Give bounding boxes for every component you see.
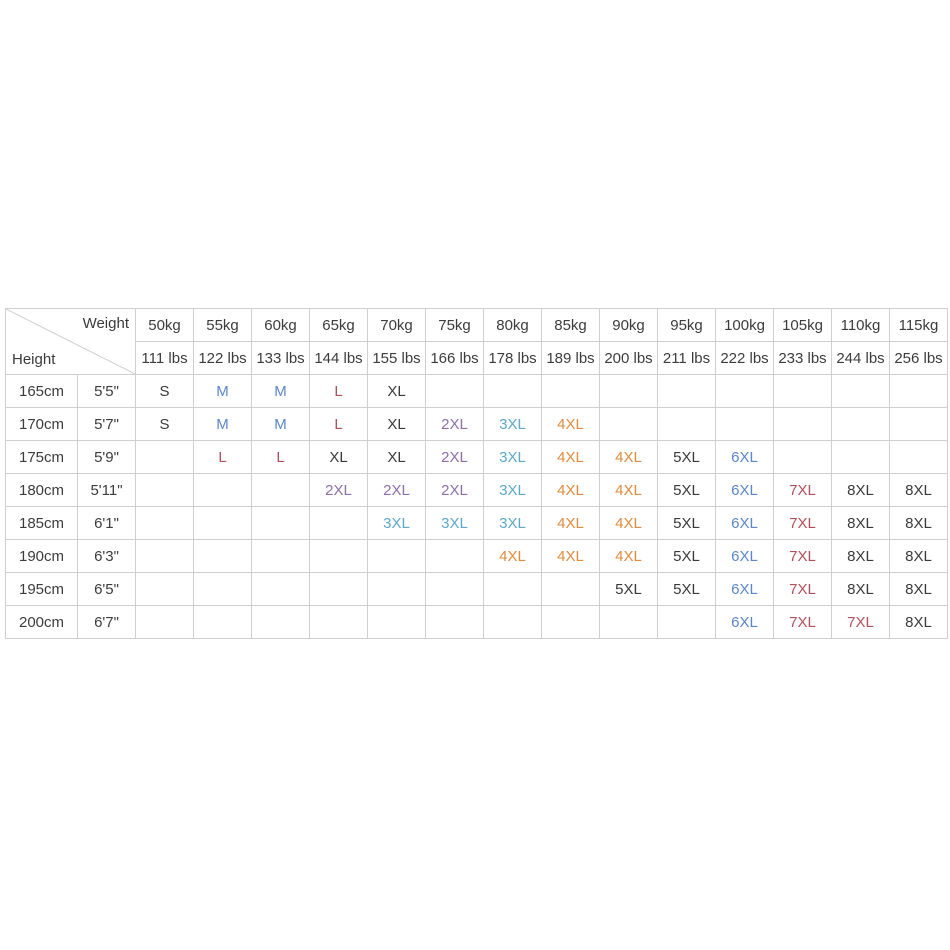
row-header-ft: 5'9"	[78, 441, 136, 474]
size-cell: 2XL	[426, 441, 484, 474]
size-cell-empty	[310, 507, 368, 540]
table-row	[6, 474, 948, 507]
size-cell: 8XL	[890, 474, 948, 507]
column-header-lbs: 233 lbs	[774, 342, 832, 375]
size-cell-empty	[310, 540, 368, 573]
size-cell: 8XL	[832, 507, 890, 540]
size-cell: 3XL	[484, 441, 542, 474]
size-cell: L	[310, 375, 368, 408]
column-header-kg: 110kg	[832, 309, 890, 342]
size-cell-empty	[658, 375, 716, 408]
size-cell-empty	[136, 573, 194, 606]
column-header-lbs: 189 lbs	[542, 342, 600, 375]
size-cell: L	[310, 408, 368, 441]
size-cell-empty	[600, 408, 658, 441]
size-cell: 2XL	[426, 408, 484, 441]
size-cell-empty	[194, 474, 252, 507]
size-cell: 5XL	[658, 573, 716, 606]
size-cell: 3XL	[426, 507, 484, 540]
size-cell-empty	[832, 408, 890, 441]
row-header-ft: 5'5"	[78, 375, 136, 408]
size-cell-empty	[368, 606, 426, 639]
column-header-lbs: 166 lbs	[426, 342, 484, 375]
row-header-ft: 5'11"	[78, 474, 136, 507]
size-cell: 8XL	[832, 540, 890, 573]
column-header-lbs: 155 lbs	[368, 342, 426, 375]
size-cell: M	[252, 408, 310, 441]
size-chart-table	[5, 308, 948, 639]
size-cell: L	[252, 441, 310, 474]
size-cell: 7XL	[832, 606, 890, 639]
column-header-kg: 100kg	[716, 309, 774, 342]
size-cell-empty	[252, 540, 310, 573]
size-cell: M	[194, 375, 252, 408]
size-cell-empty	[426, 540, 484, 573]
table-row	[6, 375, 948, 408]
size-cell: 4XL	[600, 507, 658, 540]
size-cell-empty	[658, 606, 716, 639]
row-header-cm: 185cm	[6, 507, 78, 540]
corner-axis-cell	[6, 309, 136, 375]
size-cell-empty	[310, 573, 368, 606]
row-header-cm: 190cm	[6, 540, 78, 573]
table-row	[6, 507, 948, 540]
column-header-kg: 60kg	[252, 309, 310, 342]
size-cell: 6XL	[716, 606, 774, 639]
row-header-ft: 6'7"	[78, 606, 136, 639]
row-header-ft: 5'7"	[78, 408, 136, 441]
column-header-lbs: 133 lbs	[252, 342, 310, 375]
size-cell: 4XL	[600, 441, 658, 474]
column-header-lbs: 200 lbs	[600, 342, 658, 375]
column-header-kg: 50kg	[136, 309, 194, 342]
size-cell-empty	[136, 441, 194, 474]
size-cell-empty	[774, 375, 832, 408]
row-header-cm: 200cm	[6, 606, 78, 639]
column-header-kg: 85kg	[542, 309, 600, 342]
size-cell: 2XL	[368, 474, 426, 507]
size-cell-empty	[426, 375, 484, 408]
size-cell: S	[136, 375, 194, 408]
row-header-ft: 6'5"	[78, 573, 136, 606]
row-header-cm: 175cm	[6, 441, 78, 474]
size-cell-empty	[774, 441, 832, 474]
size-cell: 5XL	[600, 573, 658, 606]
size-cell-empty	[426, 606, 484, 639]
column-header-kg: 105kg	[774, 309, 832, 342]
row-header-ft: 6'3"	[78, 540, 136, 573]
size-cell: 4XL	[542, 474, 600, 507]
column-header-lbs: 144 lbs	[310, 342, 368, 375]
size-cell: S	[136, 408, 194, 441]
row-header-ft: 6'1"	[78, 507, 136, 540]
size-cell: 8XL	[832, 474, 890, 507]
table-row	[6, 408, 948, 441]
size-cell: 6XL	[716, 441, 774, 474]
size-cell: 5XL	[658, 441, 716, 474]
table-row	[6, 540, 948, 573]
row-header-cm: 165cm	[6, 375, 78, 408]
size-cell: M	[194, 408, 252, 441]
table-header-row-lbs	[6, 342, 948, 375]
size-cell: XL	[368, 375, 426, 408]
size-cell: 5XL	[658, 540, 716, 573]
table-header-row-kg	[6, 309, 948, 342]
size-cell: 4XL	[542, 441, 600, 474]
size-cell: 8XL	[890, 507, 948, 540]
size-cell-empty	[310, 606, 368, 639]
size-cell-empty	[194, 507, 252, 540]
size-cell-empty	[136, 606, 194, 639]
size-cell: 7XL	[774, 507, 832, 540]
size-cell: 3XL	[368, 507, 426, 540]
column-header-lbs: 256 lbs	[890, 342, 948, 375]
size-cell: M	[252, 375, 310, 408]
size-cell-empty	[426, 573, 484, 606]
size-cell: 5XL	[658, 507, 716, 540]
column-header-lbs: 122 lbs	[194, 342, 252, 375]
size-cell: 3XL	[484, 507, 542, 540]
size-cell: XL	[310, 441, 368, 474]
table-row	[6, 606, 948, 639]
size-cell-empty	[716, 375, 774, 408]
column-header-kg: 115kg	[890, 309, 948, 342]
size-cell: 8XL	[890, 606, 948, 639]
size-cell-empty	[484, 606, 542, 639]
size-cell: 8XL	[832, 573, 890, 606]
row-header-cm: 180cm	[6, 474, 78, 507]
size-cell-empty	[368, 573, 426, 606]
size-cell: 7XL	[774, 474, 832, 507]
column-header-kg: 65kg	[310, 309, 368, 342]
size-cell: 4XL	[600, 474, 658, 507]
size-cell-empty	[252, 474, 310, 507]
size-cell-empty	[542, 606, 600, 639]
size-cell-empty	[484, 573, 542, 606]
table-row	[6, 573, 948, 606]
column-header-lbs: 244 lbs	[832, 342, 890, 375]
size-cell: 6XL	[716, 507, 774, 540]
size-cell: 6XL	[716, 474, 774, 507]
size-cell: 4XL	[542, 507, 600, 540]
height-axis-label: Height	[12, 351, 56, 368]
size-cell: 4XL	[542, 540, 600, 573]
size-cell: 5XL	[658, 474, 716, 507]
size-cell-empty	[716, 408, 774, 441]
size-cell: 6XL	[716, 540, 774, 573]
column-header-kg: 95kg	[658, 309, 716, 342]
size-cell: 2XL	[426, 474, 484, 507]
size-cell-empty	[890, 375, 948, 408]
size-chart-container	[5, 308, 945, 639]
column-header-kg: 55kg	[194, 309, 252, 342]
column-header-lbs: 178 lbs	[484, 342, 542, 375]
column-header-kg: 80kg	[484, 309, 542, 342]
size-cell-empty	[194, 540, 252, 573]
size-cell-empty	[774, 408, 832, 441]
size-cell: 4XL	[600, 540, 658, 573]
size-cell: 3XL	[484, 408, 542, 441]
size-cell-empty	[252, 573, 310, 606]
size-cell-empty	[832, 375, 890, 408]
column-header-kg: 90kg	[600, 309, 658, 342]
column-header-lbs: 222 lbs	[716, 342, 774, 375]
column-header-kg: 70kg	[368, 309, 426, 342]
size-cell: 3XL	[484, 474, 542, 507]
size-cell-empty	[658, 408, 716, 441]
size-cell-empty	[368, 540, 426, 573]
column-header-kg: 75kg	[426, 309, 484, 342]
size-cell-empty	[600, 375, 658, 408]
size-cell: 7XL	[774, 606, 832, 639]
size-cell-empty	[890, 441, 948, 474]
size-cell-empty	[136, 540, 194, 573]
size-cell-empty	[832, 441, 890, 474]
size-cell: 6XL	[716, 573, 774, 606]
size-cell: 8XL	[890, 573, 948, 606]
size-cell-empty	[252, 606, 310, 639]
size-cell-empty	[136, 474, 194, 507]
size-cell-empty	[484, 375, 542, 408]
column-header-lbs: 111 lbs	[136, 342, 194, 375]
size-cell-empty	[194, 573, 252, 606]
size-cell: XL	[368, 441, 426, 474]
size-cell: 4XL	[542, 408, 600, 441]
size-cell-empty	[136, 507, 194, 540]
size-cell: 4XL	[484, 540, 542, 573]
size-cell-empty	[252, 507, 310, 540]
size-cell-empty	[194, 606, 252, 639]
size-cell: 7XL	[774, 540, 832, 573]
size-cell: XL	[368, 408, 426, 441]
size-cell: 2XL	[310, 474, 368, 507]
size-cell: 8XL	[890, 540, 948, 573]
size-cell-empty	[890, 408, 948, 441]
size-cell: 7XL	[774, 573, 832, 606]
row-header-cm: 195cm	[6, 573, 78, 606]
size-cell: L	[194, 441, 252, 474]
size-cell-empty	[542, 375, 600, 408]
size-cell-empty	[600, 606, 658, 639]
row-header-cm: 170cm	[6, 408, 78, 441]
weight-axis-label: Weight	[82, 315, 129, 332]
size-cell-empty	[542, 573, 600, 606]
column-header-lbs: 211 lbs	[658, 342, 716, 375]
table-row	[6, 441, 948, 474]
